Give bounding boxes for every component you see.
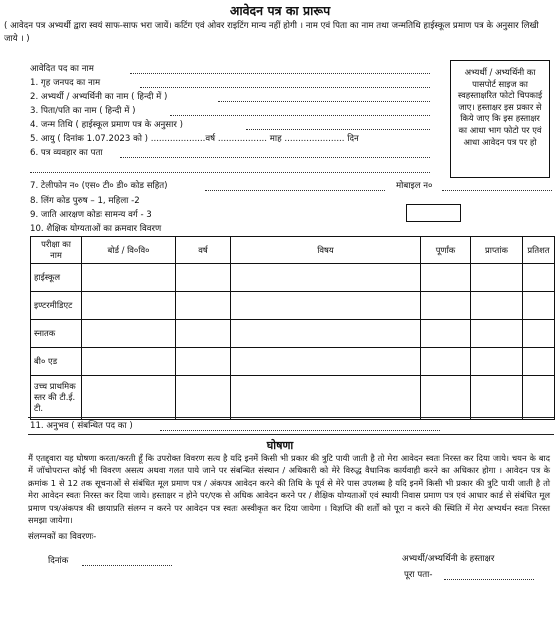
full-address-label: पूरा पता-	[404, 570, 433, 580]
field-applicant-name-input[interactable]	[218, 92, 430, 102]
table-cell[interactable]	[523, 348, 555, 376]
table-cell[interactable]	[471, 320, 523, 348]
table-cell[interactable]	[176, 376, 231, 420]
education-table	[30, 236, 555, 420]
col-header-percent: प्रतिशत	[523, 237, 555, 264]
table-cell[interactable]	[231, 320, 421, 348]
table-cell[interactable]	[231, 376, 421, 420]
field-label-phone: 7. टेलीफोन न० (एस० टी० डी० कोड सहित)	[30, 181, 168, 191]
table-row	[31, 320, 555, 348]
table-cell[interactable]	[471, 376, 523, 420]
field-father-name-input[interactable]	[170, 106, 430, 116]
table-cell[interactable]	[523, 320, 555, 348]
table-row	[31, 292, 555, 320]
education-heading: 10. शैक्षिक योग्यताओं का क्रमवार विवरण	[30, 224, 162, 234]
declaration-title: घोषणा	[266, 439, 294, 452]
divider-top	[28, 417, 554, 418]
field-label-address: 6. पत्र व्यवहार का पता	[30, 148, 103, 158]
row-label-intermediate: इण्टरमीडिएट	[31, 292, 82, 320]
field-label-father-name: 3. पिता/पति का नाम ( हिन्दी में )	[30, 106, 136, 116]
col-header-exam: परीक्षा का नाम	[31, 237, 82, 264]
col-header-year: वर्ष	[176, 237, 231, 264]
full-address-input[interactable]	[444, 570, 534, 580]
table-cell[interactable]	[176, 348, 231, 376]
field-label-post: आवेदित पद का नाम	[30, 64, 94, 74]
signature-label: अभ्यर्थी/अभ्यर्थिनी के हस्ताक्षर	[402, 554, 495, 564]
attachments-label: संलग्नकों का विवरणः-	[28, 532, 97, 542]
field-age[interactable]: 5. आयु ( दिनांक 1.07.2023 को ) ....................वर्ष .................. माह ...................... दिन	[30, 134, 359, 144]
table-row	[31, 264, 555, 292]
photo-box[interactable]	[450, 60, 550, 178]
table-cell[interactable]	[231, 264, 421, 292]
table-cell[interactable]	[176, 264, 231, 292]
col-header-obtained: प्राप्तांक	[471, 237, 523, 264]
table-cell[interactable]	[176, 320, 231, 348]
table-cell[interactable]	[421, 376, 471, 420]
table-cell[interactable]	[82, 320, 176, 348]
table-cell[interactable]	[82, 376, 176, 420]
table-cell[interactable]	[421, 292, 471, 320]
page-title: आवेदन पत्र का प्रारूप	[229, 3, 331, 18]
field-address-input-2[interactable]	[30, 163, 430, 173]
table-header-row	[31, 237, 555, 264]
field-dob-input[interactable]	[246, 120, 430, 130]
table-cell[interactable]	[82, 264, 176, 292]
field-gender-code: 8. लिंग कोड पुरुष – 1, महिला -2	[30, 196, 140, 206]
table-cell[interactable]	[231, 292, 421, 320]
col-header-max-marks: पूर्णांक	[421, 237, 471, 264]
field-label-dob: 4. जन्म तिथि ( हाईस्कूल प्रमाण पत्र के अनुसार )	[30, 120, 183, 130]
table-cell[interactable]	[421, 264, 471, 292]
row-label-bed: बी० एड	[31, 348, 82, 376]
row-label-tet: उच्च प्राथमिक स्तर की टी.ई. टी.	[31, 376, 82, 420]
date-label: दिनांक	[48, 556, 69, 566]
field-home-district-input[interactable]	[140, 78, 430, 88]
field-phone-input[interactable]	[205, 181, 385, 191]
photo-box-instructions: अभ्यर्थी / अभ्यर्थिनी का पासपोर्ट साइज का स्वहस्ताक्षरित फोटो चिपकाई जाए। हस्ताक्षर इस प्रकार से किये जाए कि इस हस्ताक्षर का आधा भाग फोटो पर एवं आधा आवेदन पत्र पर हो	[457, 67, 543, 147]
field-label-mobile: मोबाइल न०	[396, 181, 433, 191]
table-cell[interactable]	[82, 348, 176, 376]
row-label-graduate: स्नातक	[31, 320, 82, 348]
field-label-applicant-name: 2. अभ्यर्थी / अभ्यर्थिनी का नाम ( हिन्दी में )	[30, 92, 168, 102]
field-label-experience: 11. अनुभव ( संबन्धित पद का )	[30, 421, 133, 431]
field-address-input-1[interactable]	[120, 148, 430, 158]
field-post-input[interactable]	[130, 64, 430, 74]
intro-instructions: ( आवेदन पत्र अभ्यर्थी द्वारा स्वयं साफ-साफ भरा जायें। कटिंग एवं ओवर राइटिंग मान्य नहीं होगी । नाम एवं पिता का नाम तथा जन्मतिथि हाईस्कूल प्रमाण पत्र के अनुसार लिखी जाये । )	[4, 21, 539, 44]
col-header-subject: विषय	[231, 237, 421, 264]
col-header-board: बोर्ड / वि०वि०	[82, 237, 176, 264]
table-cell[interactable]	[176, 292, 231, 320]
table-cell[interactable]	[231, 348, 421, 376]
table-row	[31, 376, 555, 420]
table-cell[interactable]	[471, 348, 523, 376]
table-cell[interactable]	[523, 376, 555, 420]
declaration-body: मैं एतद्द्वारा यह घोषणा करता/करती हूँ कि उपरोक्त विवरण सत्य है यदि इनमें किसी भी प्रकार की त्रुटि पायी जाती है तो मेरा आवेदन स्वतः निरस्त कर दिया जाये। चयन के बाद में जॉचोपरान्त कोई भी विवरण असत्य अथवा गलत पाये जाने पर संबन्धित संस्थान / अधिकारी को मेरे विरुद्ध वैधानिक कार्यवाही करने का अधिकार होगा । आवेदन पत्र के क्रमांक 1 से 12 तक सूचनाओं से संबंधित मूल प्रमाण पत्र / अंकपत्र आवेदन करने की तिथि के पूर्व से मेरे पास उपलब्ध है यदि इनमें किसी भी प्रकार की त्रुटि पायी जाती है तो मेरा आवेदन स्वतः निरस्त कर दिया जाये। हस्ताक्षर न होने पर/एक से अधिक आवेदन करने पर / शैक्षिक योग्यताओं एवं स्थायी निवास प्रमाण पत्र एवं आधार कार्ड से संबंधित मूल प्रमाण पत्र/अंकपत्र की छायाप्रति संलग्न न करने पर आवेदन पत्र स्वतः अस्वीकृत कर दिया जायेगा । विज्ञप्ति की शर्तों को पूरा न करने की स्थिति में मेरा अभ्यर्थन स्वतः निरस्त समझा जायेगा।	[28, 453, 550, 526]
row-label-highschool: हाईस्कूल	[31, 264, 82, 292]
table-cell[interactable]	[82, 292, 176, 320]
table-cell[interactable]	[471, 292, 523, 320]
field-label-home-district: 1. गृह जनपद का नाम	[30, 78, 101, 88]
table-cell[interactable]	[471, 264, 523, 292]
category-code-box[interactable]	[406, 204, 461, 222]
table-cell[interactable]	[421, 348, 471, 376]
table-cell[interactable]	[523, 292, 555, 320]
field-mobile-input[interactable]	[442, 181, 552, 191]
table-cell[interactable]	[523, 264, 555, 292]
table-row	[31, 348, 555, 376]
field-category-code: 9. जाति आरक्षण कोडः सामन्य वर्ग - 3	[30, 210, 152, 220]
date-input[interactable]	[82, 556, 172, 566]
divider-bottom	[28, 434, 554, 435]
field-experience-input[interactable]	[160, 421, 440, 431]
table-cell[interactable]	[421, 320, 471, 348]
